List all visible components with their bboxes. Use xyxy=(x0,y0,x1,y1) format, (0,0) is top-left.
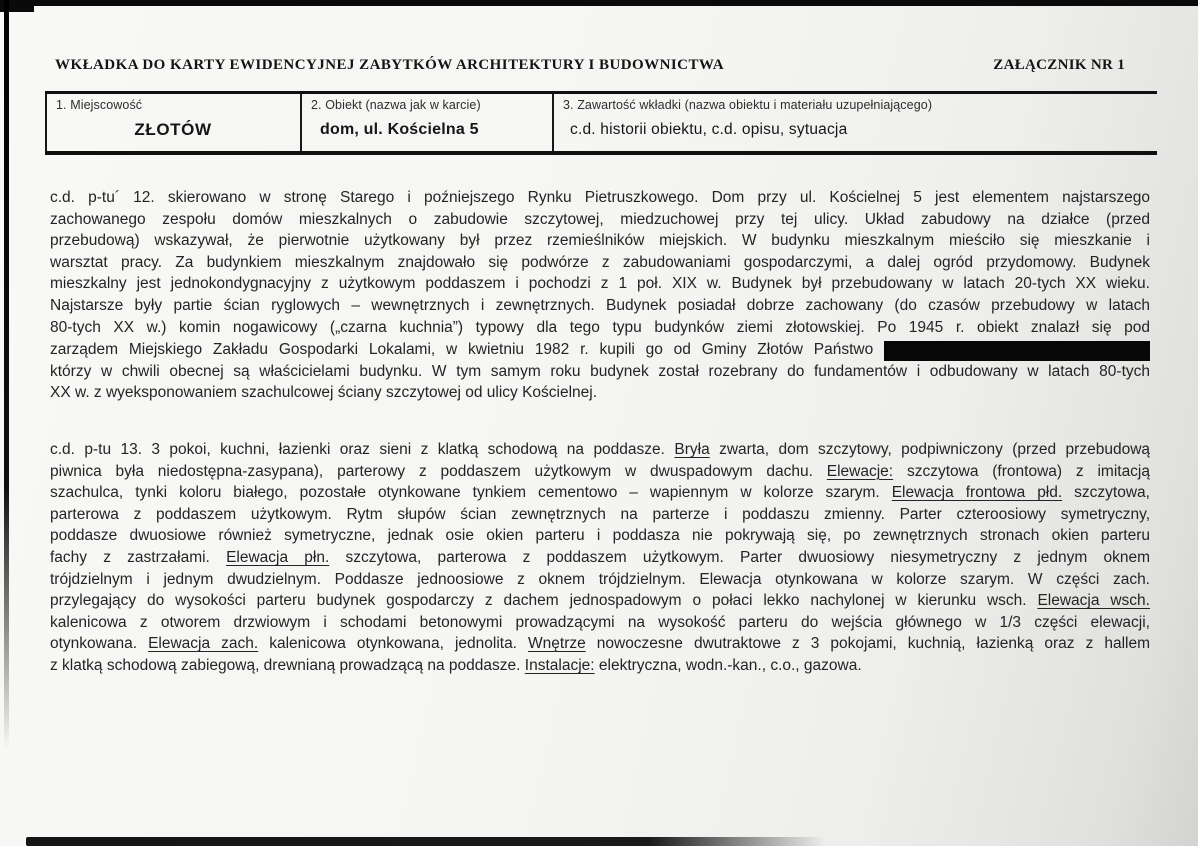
text-segment: szachulca, tynki koloru białego, pozostałe otynkowane tynkiem cementowo – wapiennym w kolorze szarym. xyxy=(50,484,892,502)
text-segment: otynkowana. xyxy=(50,635,149,653)
text-line xyxy=(50,525,1150,547)
text-line xyxy=(50,382,1150,404)
text-line xyxy=(50,569,1150,591)
text-line xyxy=(50,338,1150,361)
underlined-term: Elewacja frontowa płd. xyxy=(891,484,1063,502)
scan-artifact-left-edge xyxy=(4,0,9,750)
underlined-term: Elewacja płn. xyxy=(226,548,330,566)
document-body xyxy=(50,187,1150,676)
text-segment: Najstarsze były partie ścian ryglowych – wewnętrznych i zewnętrznych. Budynek posiadał dobrze zachowany (do czasów przebudowy w latach xyxy=(50,296,1150,314)
text-line xyxy=(50,295,1150,317)
text-line xyxy=(50,590,1150,612)
text-line xyxy=(50,633,1150,655)
underlined-term: Wnętrze xyxy=(528,635,586,653)
table-cell-miejscowosc xyxy=(45,94,300,151)
annex-label: ZAŁĄCZNIK NR 1 xyxy=(993,57,1125,73)
text-segment: zwarta, dom szczytowy, podpiwniczony (przed przebudową xyxy=(709,440,1151,458)
text-segment: szczytowa, xyxy=(1062,484,1150,502)
text-segment: zachowanego zespołu domów mieszkalnych o zabudowie szczytowej, miedzuchowej przy tej ulicy. Układ zabudowy na działce (przed xyxy=(50,210,1150,228)
cell-value-object: dom, ul. Kościelna 5 xyxy=(320,121,479,138)
text-line xyxy=(50,317,1150,339)
table-cell-obiekt xyxy=(300,94,552,151)
text-segment: szczytowa, parterowa z poddaszem użytkowym. Parter dwuosiowy niesymetryczny z jednym oknem xyxy=(329,548,1151,566)
cell-label: 1. Miejscowość xyxy=(56,98,143,112)
paragraph-description xyxy=(50,439,1150,677)
text-segment: zarządem Miejskiego Zakładu Gospodarki Lokalami, w kwietniu 1982 r. kupili go od Gminy Złotów Państwo xyxy=(50,341,884,359)
text-line xyxy=(50,252,1150,274)
text-segment: fachy z zastrzałami. xyxy=(50,548,227,566)
text-line xyxy=(50,461,1150,483)
text-line xyxy=(50,655,1150,677)
text-line xyxy=(50,547,1150,569)
cell-value-contents: c.d. historii obiektu, c.d. opisu, sytuacja xyxy=(570,121,848,138)
text-line xyxy=(50,209,1150,231)
text-line xyxy=(50,361,1150,383)
text-segment: mieszkalny jest jednokondygnacyjny z użytkowym poddaszem i pochodzi z 1 poł. XIX w. Budynek był przebudowany w latach 20-tych XX wieku. xyxy=(50,275,1150,293)
text-line xyxy=(50,482,1150,504)
underlined-term: Instalacje: xyxy=(524,656,595,674)
underlined-term: Elewacja zach. xyxy=(148,635,259,653)
table-cell-zawartosc xyxy=(552,94,1157,151)
text-segment: warsztat pracy. Za budynkiem mieszkalnym znajdowało się podwórze z zabudowaniami gospodarczymi, a dalej ogród przydomowy. Budynek xyxy=(50,253,1150,271)
text-segment: z klatką schodową zabiegową, drewnianą prowadzącą na poddasze. xyxy=(50,656,525,674)
text-segment: XX w. z wyeksponowaniem szachulcowej ściany szczytowej od ulicy Kościelnej. xyxy=(50,384,598,402)
cell-value-town: ZŁOTÓW xyxy=(134,120,212,139)
underlined-term: Elewacje: xyxy=(826,462,894,480)
document-title: WKŁADKA DO KARTY EWIDENCYJNEJ ZABYTKÓW ARCHITEKTURY I BUDOWNICTWA xyxy=(55,57,724,73)
text-line xyxy=(50,273,1150,295)
text-segment: trójdzielnym i jednym dwudzielnym. Poddasze jednoosiowe z oknem trójdzielnym. Elewacja otynkowana w kolorze szarym. W części zach. xyxy=(50,570,1150,588)
underlined-term: Elewacja wsch. xyxy=(1037,592,1150,610)
scan-artifact-bottom-edge xyxy=(26,837,826,846)
scan-artifact-top-edge xyxy=(0,0,1198,6)
text-segment: piwnica była niedostępna-zasypana), parterowy z poddaszem użytkowym w dwuspadowym dachu. xyxy=(50,462,827,480)
text-line xyxy=(50,230,1150,252)
paragraph-history xyxy=(50,187,1150,404)
text-segment: poddasze dwuosiowe również symetryczne, jednak osie okien parteru i poddasza nie pokrywają się, po zewnętrznych stronach okien parteru xyxy=(50,527,1150,545)
text-segment: kalenicowa otynkowana, jednolita. xyxy=(258,635,529,653)
info-table xyxy=(45,91,1157,155)
text-segment: 80-tych XX w.) komin nogawicowy („czarna kuchnia”) typowy dla tego typu budynków ziemi złotowskiej. Po 1945 r. obiekt znalazł się pod xyxy=(50,318,1150,336)
text-line xyxy=(50,439,1150,461)
redaction-bar xyxy=(884,341,1150,361)
cell-label: 3. Zawartość wkładki (nazwa obiektu i materiału uzupełniającego) xyxy=(563,98,933,112)
cell-label: 2. Obiekt (nazwa jak w karcie) xyxy=(311,98,481,112)
text-line xyxy=(50,187,1150,209)
text-segment: przebudową) wskazywał, że pierwotnie użytkowany był przez rzemieślników miejskich. W budynku mieszkalnym mieściło się mieszkanie i xyxy=(50,232,1150,250)
text-line xyxy=(50,504,1150,526)
text-segment: którzy w chwili obecnej są właścicielami budynku. W tym samym roku budynek został rozebrany do fundamentów i odbudowany w latach 80-tych xyxy=(50,362,1150,380)
text-line xyxy=(50,612,1150,634)
text-segment: szczytowa (frontowa) z imitacją xyxy=(893,462,1150,480)
text-segment: elektryczna, wodn.-kan., c.o., gazowa. xyxy=(594,656,862,674)
text-segment: kalenicowa z otworem drzwiowym i schodami betonowymi prowadzącymi na wysokość parteru do wejścia głównego w 1/3 części elewacji, xyxy=(50,613,1150,631)
text-segment: c.d. p-tu´ 12. skierowano w stronę Starego i poźniejszego Rynku Pietruszkowego. Dom przy ul. Kościelnej 5 jest elementem najstarszego xyxy=(50,189,1150,206)
text-segment: przylegający do wysokości parteru budynek gospodarczy z dachem jednospadowym o połaci lekko nachylonej w kierunku wsch. xyxy=(50,592,1038,610)
underlined-term: Bryła xyxy=(674,440,710,458)
text-segment: parterowa z poddaszem użytkowym. Rytm słupów ścian zewnętrznych na parterze i poddaszu zmienny. Parter czteroosiowy symetryczny, xyxy=(50,505,1150,523)
text-segment: nowoczesne dwutraktowe z 3 pokojami, kuchnią, łazienką oraz z hallem xyxy=(585,635,1150,653)
document-header xyxy=(55,57,1125,74)
text-segment: c.d. p-tu 13. 3 pokoi, kuchni, łazienki oraz sieni z klatką schodową na poddasze. xyxy=(50,440,675,458)
